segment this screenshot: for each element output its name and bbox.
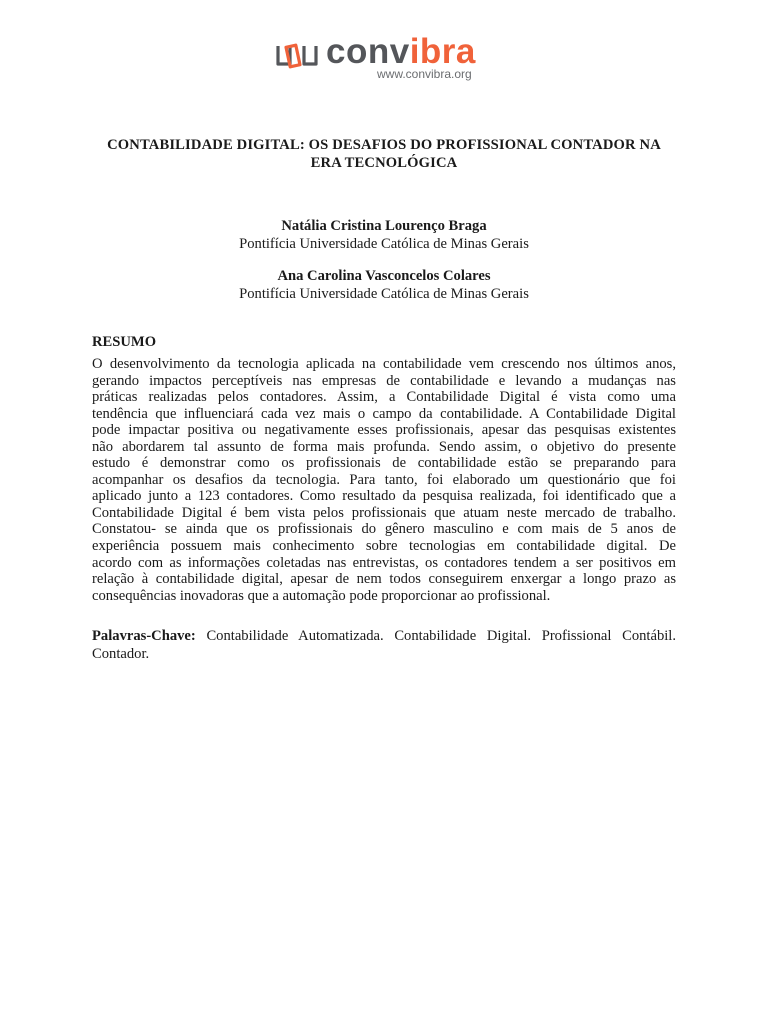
logo-url: www.convibra.org xyxy=(377,67,472,81)
abstract-line: O desenvolvimento da tecnologia aplicada na contabilidade vem crescendo nos últimos anos, xyxy=(92,356,676,372)
abstract-line: Contabilidade Digital é bem vista pelos profissionais que atuam neste mercado de trabalho. xyxy=(92,504,676,521)
abstract-line: Constatou- se ainda que os profissionais do gênero masculino e com mais de 5 anos de xyxy=(92,521,676,538)
author-affiliation: Pontifícia Universidade Católica de Minas Gerais xyxy=(239,236,529,252)
keywords xyxy=(92,627,676,663)
author-block xyxy=(100,217,668,253)
abstract-line: estudo é demonstrar como os profissionais de contabilidade estão se preparando para xyxy=(92,455,676,472)
abstract-line: acordo com as informações coletadas nas entrevistas, os contadores tendem a ser positivos em xyxy=(92,554,676,571)
author-name: Ana Carolina Vasconcelos Colares xyxy=(277,268,491,284)
author-block xyxy=(100,267,668,303)
abstract-line: aplicado junto a 123 contadores. Como resultado da pesquisa realizada, foi identificado que a xyxy=(92,488,676,505)
abstract-line: não abordarem tal assunto de forma mais profunda. Sendo assim, o objetivo do presente xyxy=(92,438,676,455)
keywords-line xyxy=(92,627,676,645)
abstract-line: práticas realizadas pelos contadores. Assim, a Contabilidade Digital é vista como uma xyxy=(92,389,676,406)
abstract-heading: RESUMO xyxy=(92,334,157,350)
paper-title xyxy=(90,136,678,172)
convibra-logo xyxy=(276,32,506,86)
author-affiliation: Pontifícia Universidade Católica de Minas Gerais xyxy=(239,286,529,302)
abstract-line: tendência que influenciará cada vez mais o campo da contabilidade. A Contabilidade Digital xyxy=(92,405,676,422)
keywords-label: Palavras-Chave: xyxy=(92,628,196,644)
abstract-line: acompanhar os desafios da tecnologia. Para tanto, foi elaborado um questionário que foi xyxy=(92,471,676,488)
abstract-line: pode impactar positiva ou negativamente esses profissionais, apesar das pesquisas existentes xyxy=(92,422,676,439)
abstract-body xyxy=(92,356,676,604)
paper-title-line: CONTABILIDADE DIGITAL: OS DESAFIOS DO PROFISSIONAL CONTADOR NA xyxy=(107,137,661,153)
abstract-line: gerando impactos perceptíveis nas empresas de contabilidade e levando a mudanças nas xyxy=(92,372,676,389)
abstract-line: relação à contabilidade digital, apesar de nem todos conseguirem enxergar a longo prazo as xyxy=(92,571,676,588)
convibra-wordmark: convibra xyxy=(326,32,476,71)
keywords-line: Contador. xyxy=(92,646,150,662)
abstract-line: experiência possuem mais conhecimento sobre tecnologias em contabilidade digital. De xyxy=(92,538,676,555)
abstract-line: consequências inovadoras que a automação pode proporcionar ao profissional. xyxy=(92,587,551,604)
paper-title-line: ERA TECNOLÓGICA xyxy=(310,155,458,171)
author-name: Natália Cristina Lourenço Braga xyxy=(281,218,487,234)
keywords-text: Contabilidade Automatizada. Contabilidade Digital. Profissional Contábil. xyxy=(206,628,677,644)
convibra-logo-icon xyxy=(276,42,322,70)
